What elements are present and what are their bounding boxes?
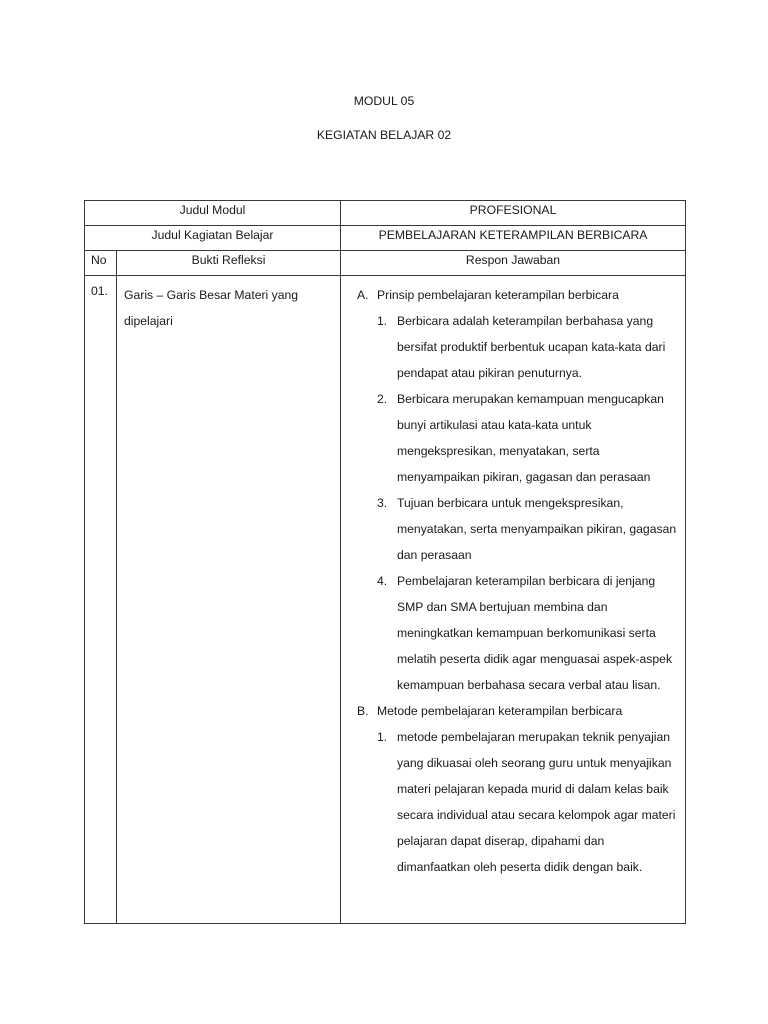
list-item-number: 4. [377, 574, 388, 588]
list-item [357, 568, 679, 698]
list-item-text: Pembelajaran keterampilan berbicara di jenjang SMP dan SMA bertujuan membina dan meningkatkan kemampuan berkomunikasi serta melatih peserta didik agar menguasai aspek-aspek kemampuan berbahasa secara verbal atau lisan. [397, 574, 673, 692]
list-item-number: 2. [377, 392, 388, 406]
list-item-text: metode pembelajaran merupakan teknik penyajian yang dikuasai oleh seorang guru untuk menyajikan materi pelajaran kepada murid di dalam kelas baik secara individual atau secara kelompok agar materi pelajaran dapat diserap, dipahami dan dimanfaatkan oleh peserta didik dengan baik. [397, 730, 676, 874]
section-title: Prinsip pembelajaran keterampilan berbicara [377, 288, 619, 302]
column-header-respon: Respon Jawaban [341, 251, 686, 276]
table-row-judul-kegiatan [85, 226, 686, 251]
list-item-text: Berbicara merupakan kemampuan mengucapkan bunyi artikulasi atau kata-kata untuk mengekspresikan, menyatakan, serta menyampaikan pikiran, gagasan dan perasaan [397, 392, 664, 484]
response-sections [357, 282, 679, 880]
judul-modul-value: PROFESIONAL [341, 201, 686, 226]
table-row-judul-modul [85, 201, 686, 226]
section-items [357, 308, 679, 698]
list-item [357, 308, 679, 386]
list-item-text: Tujuan berbicara untuk mengekspresikan, menyatakan, serta menyampaikan pikiran, gagasan dan perasaan [397, 496, 677, 562]
section-title: Metode pembelajaran keterampilan berbicara [377, 704, 623, 718]
row-number: 01. [85, 276, 117, 924]
response-section [357, 282, 679, 698]
table-row [85, 276, 686, 924]
section-letter: B. [357, 704, 369, 718]
row-respon-jawaban [341, 276, 686, 924]
list-item-number: 1. [377, 730, 388, 744]
list-item-text: Berbicara adalah keterampilan berbahasa yang bersifat produktif berbentuk ucapan kata-kata dari pendapat atau pikiran penuturnya. [397, 314, 666, 380]
list-item [357, 490, 679, 568]
section-letter: A. [357, 288, 369, 302]
response-section [357, 698, 679, 880]
section-items [357, 724, 679, 880]
table-header-row [85, 251, 686, 276]
reflection-table [84, 200, 686, 924]
list-item-number: 3. [377, 496, 388, 510]
section-title-row [357, 282, 679, 308]
judul-kegiatan-label: Judul Kagiatan Belajar [85, 226, 341, 251]
list-item-number: 1. [377, 314, 388, 328]
activity-title: KEGIATAN BELAJAR 02 [316, 128, 452, 142]
row-bukti-refleksi: Garis – Garis Besar Materi yang dipelajari [117, 276, 341, 924]
column-header-no: No [85, 251, 117, 276]
column-header-bukti: Bukti Refleksi [117, 251, 341, 276]
list-item [357, 724, 679, 880]
section-title-row [357, 698, 679, 724]
list-item [357, 386, 679, 490]
judul-modul-label: Judul Modul [85, 201, 341, 226]
module-title: MODUL 05 [353, 94, 415, 108]
judul-kegiatan-value: PEMBELAJARAN KETERAMPILAN BERBICARA [341, 226, 686, 251]
